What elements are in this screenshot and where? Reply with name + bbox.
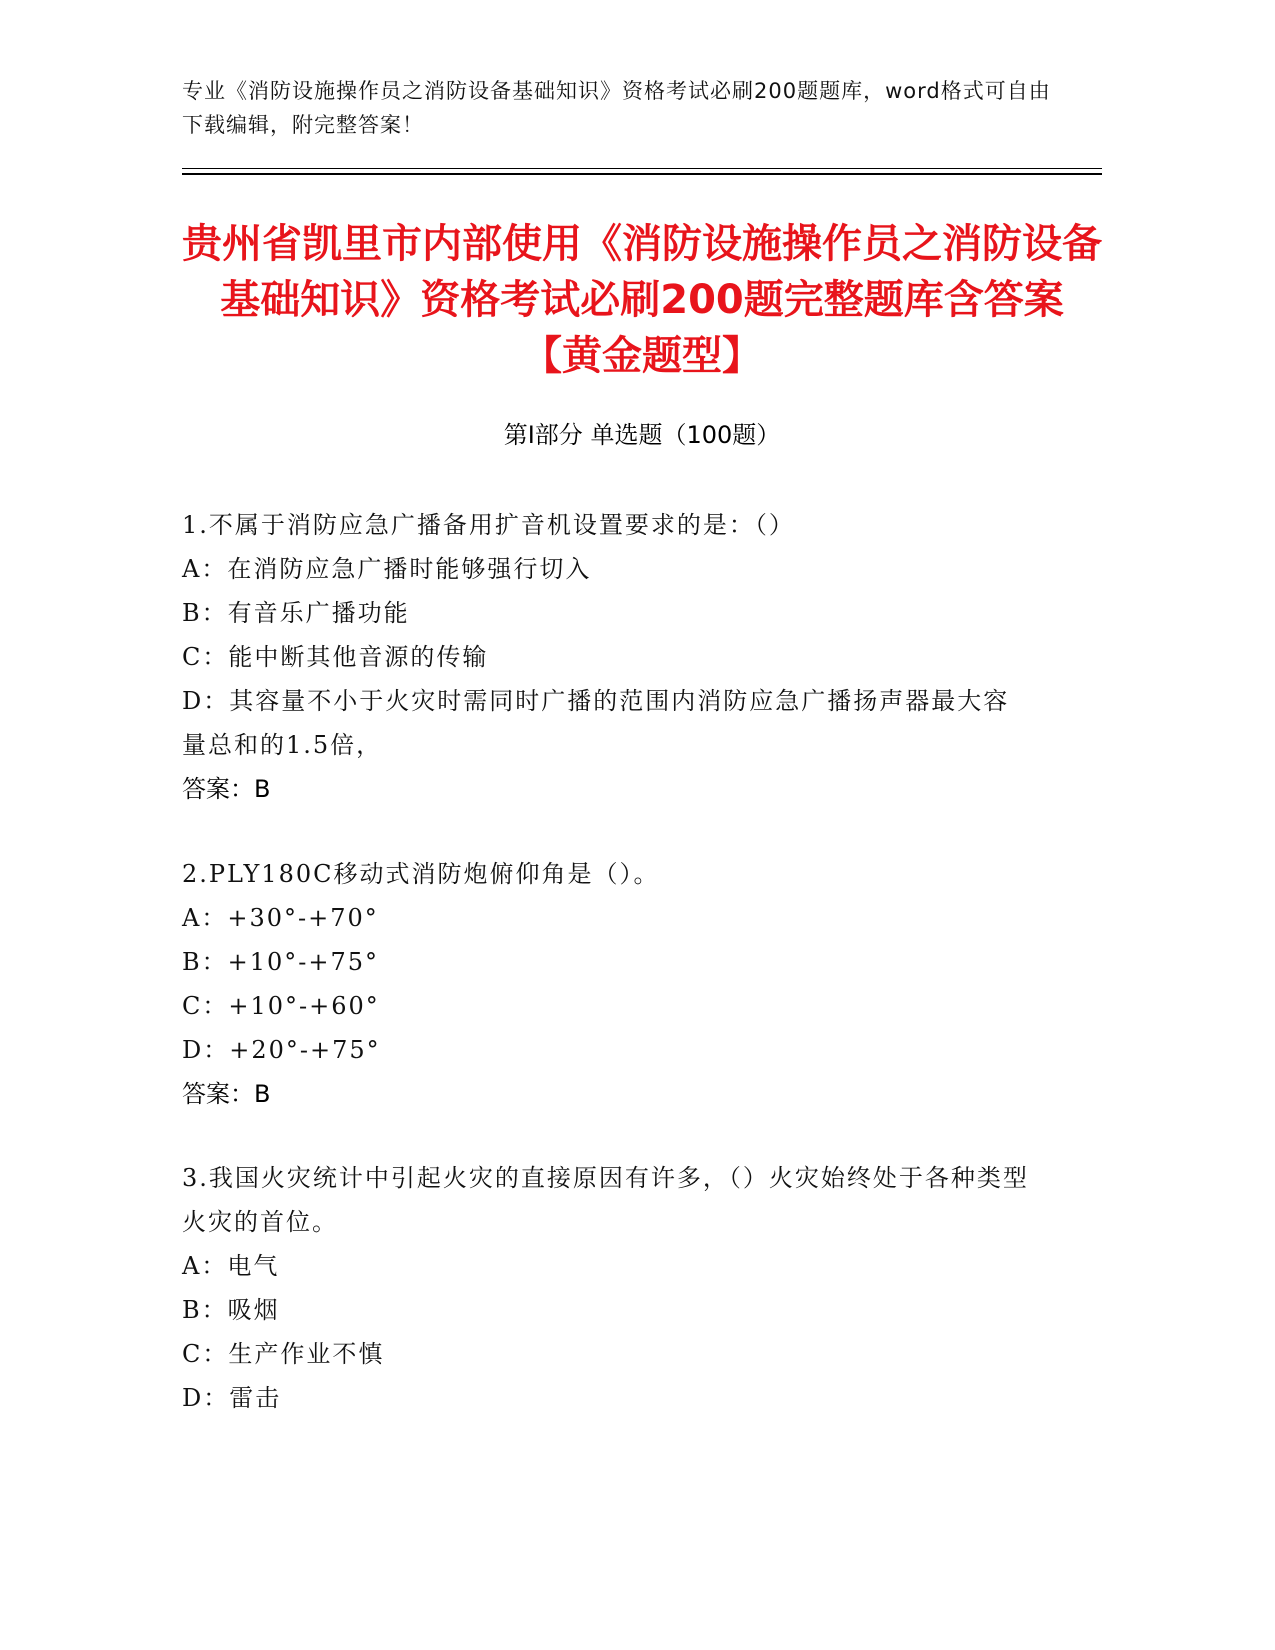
header-rule-thin — [182, 168, 1102, 169]
question-stem: 3.我国火灾统计中引起火灾的直接原因有许多，（）火灾始终处于各种类型火灾的首位。 — [182, 1164, 1029, 1236]
section-title: 第Ⅰ部分 单选题（100题） — [503, 421, 781, 449]
question-stem: 2.PLY180C移动式消防炮俯仰角是（）。 — [182, 860, 660, 888]
option-c: C：生产作业不慎 — [182, 1340, 385, 1368]
question-stem: 1.不属于消防应急广播备用扩音机设置要求的是：（） — [182, 511, 795, 539]
header-note: 专业《消防设施操作员之消防设备基础知识》资格考试必刷200题题库，word格式可自由下载编辑，附完整答案！ — [182, 79, 1051, 137]
document-title: 贵州省凯里市内部使用《消防设施操作员之消防设备基础知识》资格考试必刷200题完整题库含答案【黄金题型】 — [182, 221, 1102, 379]
option-b: B：吸烟 — [182, 1296, 280, 1324]
option-c: C：能中断其他音源的传输 — [182, 643, 489, 671]
question-2 — [182, 852, 1062, 1116]
option-b: B：+10°-+75° — [182, 948, 380, 976]
option-a: A：电气 — [182, 1252, 280, 1280]
option-d: D：雷击 — [182, 1384, 282, 1412]
option-d: D：其容量不小于火灾时需同时广播的范围内消防应急广播扬声器最大容量总和的1.5倍， — [182, 687, 1010, 759]
answer: 答案：B — [182, 1080, 271, 1108]
option-c: C：+10°-+60° — [182, 992, 380, 1020]
option-a: A：在消防应急广播时能够强行切入 — [182, 555, 592, 583]
answer: 答案：B — [182, 775, 271, 803]
question-1 — [182, 503, 1062, 811]
question-3 — [182, 1156, 1062, 1420]
option-d: D：+20°-+75° — [182, 1036, 381, 1064]
header-rule-thick — [182, 173, 1102, 175]
option-a: A：+30°-+70° — [182, 904, 379, 932]
option-b: B：有音乐广播功能 — [182, 599, 410, 627]
